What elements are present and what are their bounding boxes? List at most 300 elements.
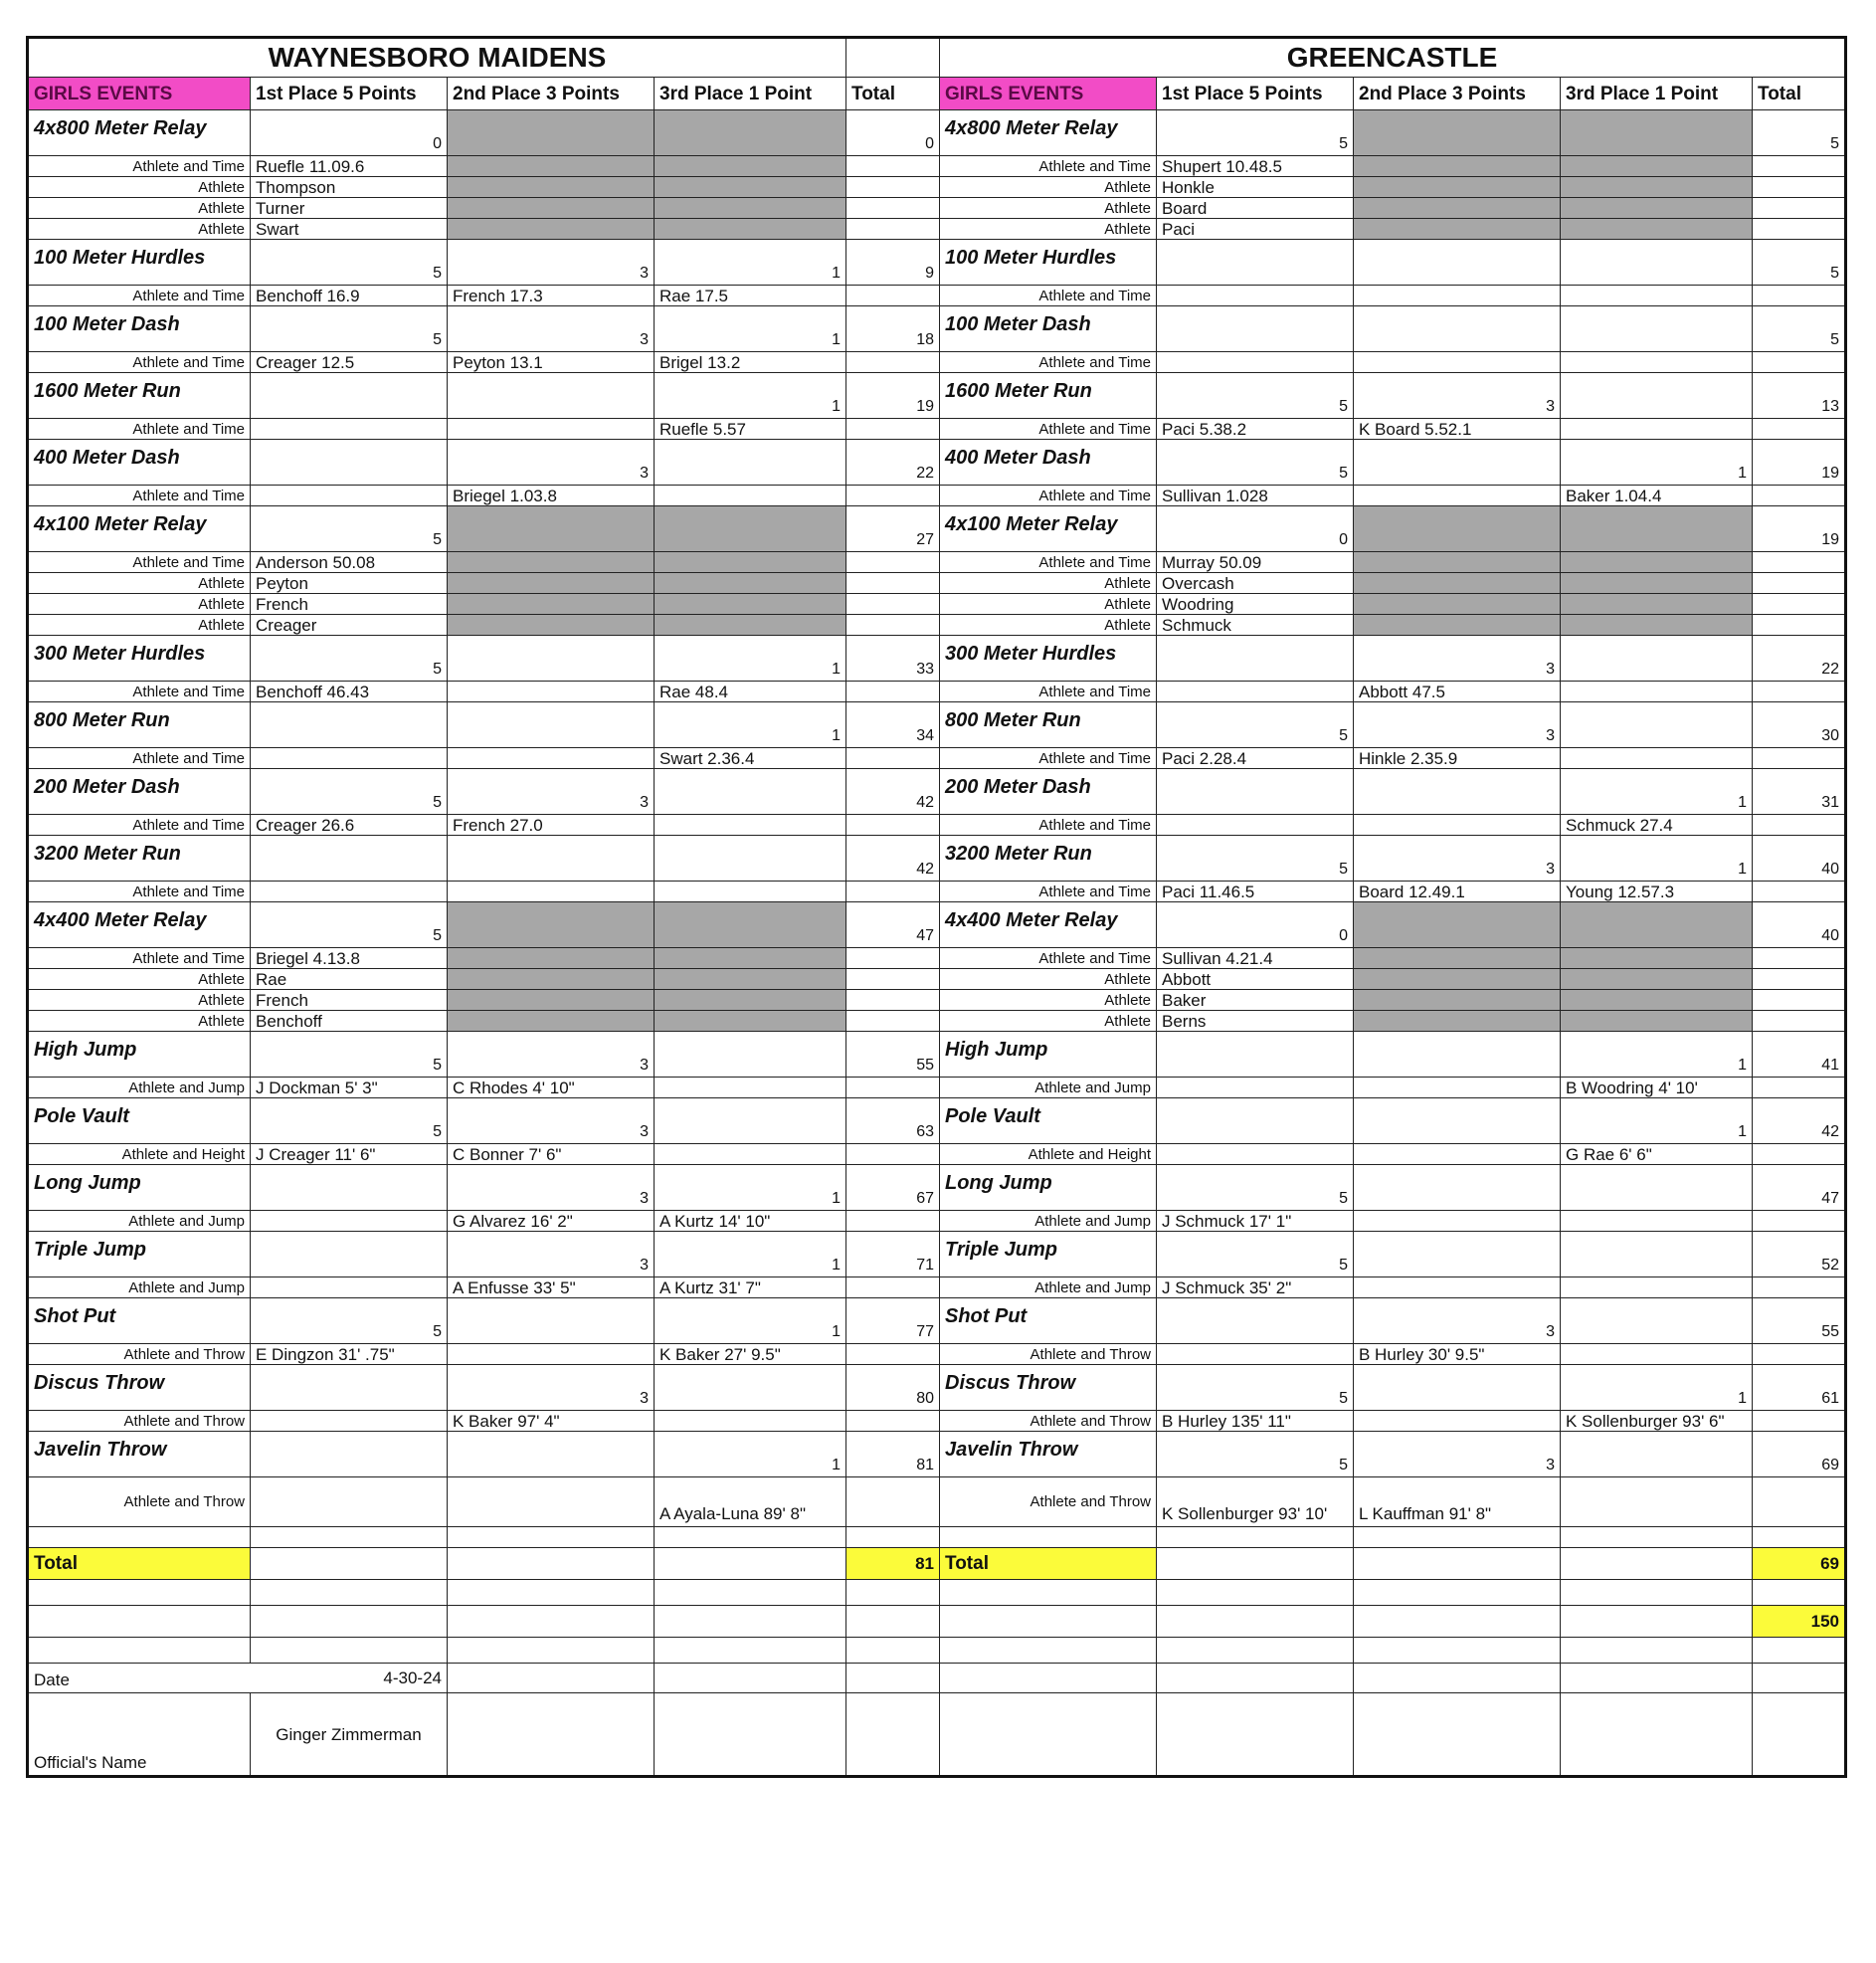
athlete-row — [28, 594, 1846, 615]
first-place-athlete-left: French — [251, 594, 448, 615]
first-place-athlete-right: Paci 2.28.4 — [1157, 748, 1354, 769]
athlete-label-right: Athlete and Throw — [940, 1477, 1157, 1527]
total-spacer-left — [846, 1211, 940, 1232]
empty-cell — [940, 1693, 1157, 1777]
third-place-points-left — [655, 1098, 846, 1144]
second-place-athlete-left: A Enfusse 33' 5" — [448, 1277, 655, 1298]
first-place-points-left — [251, 702, 448, 748]
second-place-athlete-left: French 27.0 — [448, 815, 655, 836]
first-place-points-left — [251, 1432, 448, 1477]
event-name-right: 4x100 Meter Relay — [940, 506, 1157, 552]
event-row — [28, 836, 1846, 882]
athlete-row — [28, 177, 1846, 198]
first-place-points-right: 5 — [1157, 1432, 1354, 1477]
athlete-label-left: Athlete — [28, 573, 251, 594]
total-spacer-left — [846, 552, 940, 573]
athlete-row — [28, 573, 1846, 594]
event-row — [28, 902, 1846, 948]
total-spacer-left — [846, 419, 940, 440]
second-place-athlete-right — [1354, 573, 1561, 594]
third-place-points-left: 1 — [655, 636, 846, 682]
total-spacer-right — [1753, 1144, 1846, 1165]
blank-row — [28, 1580, 1846, 1606]
third-place-athlete-right: G Rae 6' 6" — [1561, 1144, 1753, 1165]
athlete-label-right: Athlete and Throw — [940, 1411, 1157, 1432]
running-total-left: 55 — [846, 1032, 940, 1078]
third-place-athlete-left — [655, 573, 846, 594]
athlete-label-right: Athlete and Time — [940, 352, 1157, 373]
grand-total-right: 69 — [1753, 1548, 1846, 1580]
first-place-athlete-left: Anderson 50.08 — [251, 552, 448, 573]
second-place-athlete-right: Board 12.49.1 — [1354, 882, 1561, 902]
score-sheet-table — [26, 36, 1847, 1778]
empty-cell — [1753, 1693, 1846, 1777]
second-place-athlete-left — [448, 682, 655, 702]
athlete-label-left: Athlete and Jump — [28, 1211, 251, 1232]
empty-cell — [251, 1606, 448, 1638]
first-place-athlete-right: J Schmuck 17' 1" — [1157, 1211, 1354, 1232]
running-total-left: 77 — [846, 1298, 940, 1344]
grand-total-left: 81 — [846, 1548, 940, 1580]
third-place-athlete-left — [655, 990, 846, 1011]
athlete-label-right: Athlete and Time — [940, 552, 1157, 573]
girls-events-header-right: GIRLS EVENTS — [940, 78, 1157, 110]
first-place-athlete-right: Woodring — [1157, 594, 1354, 615]
blank-row — [28, 1638, 1846, 1664]
empty-cell — [448, 1527, 655, 1548]
second-place-points-left: 3 — [448, 240, 655, 286]
second-place-athlete-left — [448, 969, 655, 990]
first-place-athlete-left: Creager 26.6 — [251, 815, 448, 836]
athlete-label-right: Athlete and Jump — [940, 1211, 1157, 1232]
first-place-athlete-left — [251, 882, 448, 902]
second-place-athlete-left — [448, 1477, 655, 1527]
second-place-points-right: 3 — [1354, 836, 1561, 882]
third-place-athlete-left — [655, 815, 846, 836]
athlete-row — [28, 286, 1846, 306]
running-total-left: 18 — [846, 306, 940, 352]
empty-cell — [655, 1606, 846, 1638]
first-place-athlete-right: Overcash — [1157, 573, 1354, 594]
athlete-row — [28, 748, 1846, 769]
first-place-athlete-right — [1157, 352, 1354, 373]
combined-total: 150 — [1753, 1606, 1846, 1638]
second-place-athlete-left — [448, 419, 655, 440]
third-place-athlete-left — [655, 486, 846, 506]
athlete-row — [28, 1078, 1846, 1098]
second-place-athlete-right — [1354, 1011, 1561, 1032]
second-place-points-left: 3 — [448, 1365, 655, 1411]
athlete-label-left: Athlete and Time — [28, 882, 251, 902]
column-header-row — [28, 78, 1846, 110]
first-place-athlete-left — [251, 1411, 448, 1432]
third-place-athlete-left: A Ayala-Luna 89' 8" — [655, 1477, 846, 1527]
first-place-athlete-right — [1157, 286, 1354, 306]
second-place-points-left — [448, 373, 655, 419]
total-spacer-left — [846, 156, 940, 177]
first-place-athlete-right: Paci — [1157, 219, 1354, 240]
second-place-points-right — [1354, 506, 1561, 552]
third-place-athlete-right — [1561, 1011, 1753, 1032]
total-spacer-right — [1753, 882, 1846, 902]
second-place-points-right — [1354, 1165, 1561, 1211]
first-place-points-left — [251, 440, 448, 486]
first-place-athlete-left: Benchoff 46.43 — [251, 682, 448, 702]
third-place-athlete-left — [655, 969, 846, 990]
third-place-athlete-right: B Woodring 4' 10' — [1561, 1078, 1753, 1098]
official-name: Ginger Zimmerman — [251, 1693, 448, 1777]
empty-cell — [448, 1580, 655, 1606]
second-place-points-right: 3 — [1354, 373, 1561, 419]
athlete-label-right: Athlete — [940, 615, 1157, 636]
empty-cell — [28, 1527, 251, 1548]
event-name-left: Long Jump — [28, 1165, 251, 1211]
second-place-athlete-left — [448, 990, 655, 1011]
first-place-points-right — [1157, 1032, 1354, 1078]
first-place-points-right: 5 — [1157, 1165, 1354, 1211]
third-place-athlete-right — [1561, 1344, 1753, 1365]
third-place-points-right — [1561, 506, 1753, 552]
second-place-athlete-right — [1354, 1078, 1561, 1098]
event-row — [28, 636, 1846, 682]
athlete-label-left: Athlete — [28, 990, 251, 1011]
second-place-points-left: 3 — [448, 1232, 655, 1277]
event-name-left: Pole Vault — [28, 1098, 251, 1144]
grand-total-row — [28, 1548, 1846, 1580]
total-spacer-left — [846, 1011, 940, 1032]
first-place-athlete-right: Honkle — [1157, 177, 1354, 198]
event-row — [28, 110, 1846, 156]
event-name-left: 4x800 Meter Relay — [28, 110, 251, 156]
event-row — [28, 702, 1846, 748]
first-place-athlete-left: Rae — [251, 969, 448, 990]
second-place-athlete-left — [448, 748, 655, 769]
athlete-row — [28, 1411, 1846, 1432]
total-spacer-left — [846, 615, 940, 636]
total-spacer-left — [846, 1411, 940, 1432]
total-spacer-right — [1753, 1477, 1846, 1527]
first-place-athlete-left: Ruefle 11.09.6 — [251, 156, 448, 177]
second-place-points-left — [448, 1432, 655, 1477]
first-place-athlete-right: Paci 5.38.2 — [1157, 419, 1354, 440]
athlete-row — [28, 352, 1846, 373]
athlete-row — [28, 1144, 1846, 1165]
event-name-left: 800 Meter Run — [28, 702, 251, 748]
athlete-label-right: Athlete — [940, 594, 1157, 615]
second-place-points-left — [448, 902, 655, 948]
third-place-points-left — [655, 836, 846, 882]
third-place-points-right — [1561, 702, 1753, 748]
third-place-athlete-left — [655, 198, 846, 219]
second-place-points-left — [448, 1298, 655, 1344]
event-name-left: 200 Meter Dash — [28, 769, 251, 815]
third-place-points-left — [655, 506, 846, 552]
second-place-athlete-left — [448, 156, 655, 177]
empty-cell — [1157, 1580, 1354, 1606]
second-place-points-left: 3 — [448, 440, 655, 486]
event-name-left: 400 Meter Dash — [28, 440, 251, 486]
total-spacer-left — [846, 198, 940, 219]
total-spacer-left — [846, 882, 940, 902]
third-place-athlete-left — [655, 1144, 846, 1165]
second-place-points-left — [448, 110, 655, 156]
second-place-athlete-left — [448, 1344, 655, 1365]
total-spacer-right — [1753, 486, 1846, 506]
second-place-athlete-right: L Kauffman 91' 8" — [1354, 1477, 1561, 1527]
first-place-athlete-left: Creager — [251, 615, 448, 636]
empty-cell — [655, 1527, 846, 1548]
second-place-points-right — [1354, 1365, 1561, 1411]
empty-cell — [846, 1580, 940, 1606]
second-place-athlete-right: K Board 5.52.1 — [1354, 419, 1561, 440]
event-row — [28, 1432, 1846, 1477]
running-total-right: 5 — [1753, 306, 1846, 352]
spacer-row — [28, 1527, 1846, 1548]
empty-cell — [846, 1638, 940, 1664]
event-name-left: 1600 Meter Run — [28, 373, 251, 419]
empty-cell — [655, 1664, 846, 1693]
third-place-athlete-left: Swart 2.36.4 — [655, 748, 846, 769]
third-place-athlete-right: K Sollenburger 93' 6" — [1561, 1411, 1753, 1432]
first-place-points-right — [1157, 306, 1354, 352]
total-spacer-right — [1753, 573, 1846, 594]
empty-cell — [1561, 1606, 1753, 1638]
empty-cell — [1157, 1548, 1354, 1580]
total-spacer-left — [846, 1477, 940, 1527]
first-place-points-left: 5 — [251, 636, 448, 682]
athlete-row — [28, 815, 1846, 836]
third-place-header-right: 3rd Place 1 Point — [1561, 78, 1753, 110]
first-place-points-left — [251, 1165, 448, 1211]
first-place-points-left — [251, 373, 448, 419]
second-place-athlete-left: Briegel 1.03.8 — [448, 486, 655, 506]
total-spacer-right — [1753, 219, 1846, 240]
third-place-athlete-right — [1561, 156, 1753, 177]
total-spacer-left — [846, 990, 940, 1011]
third-place-points-right: 1 — [1561, 440, 1753, 486]
empty-cell — [1753, 1664, 1846, 1693]
second-place-athlete-right — [1354, 198, 1561, 219]
athlete-label-right: Athlete and Jump — [940, 1078, 1157, 1098]
running-total-left: 27 — [846, 506, 940, 552]
total-spacer-right — [1753, 177, 1846, 198]
team-title-right: GREENCASTLE — [940, 38, 1846, 78]
second-place-athlete-right — [1354, 177, 1561, 198]
athlete-label-left: Athlete — [28, 615, 251, 636]
total-spacer-right — [1753, 615, 1846, 636]
running-total-left: 81 — [846, 1432, 940, 1477]
running-total-right: 47 — [1753, 1165, 1846, 1211]
first-place-athlete-right — [1157, 1078, 1354, 1098]
first-place-athlete-right: J Schmuck 35' 2" — [1157, 1277, 1354, 1298]
event-name-right: High Jump — [940, 1032, 1157, 1078]
third-place-athlete-right — [1561, 573, 1753, 594]
first-place-points-left: 5 — [251, 306, 448, 352]
event-name-left: Javelin Throw — [28, 1432, 251, 1477]
third-place-athlete-left: Ruefle 5.57 — [655, 419, 846, 440]
third-place-points-right — [1561, 1165, 1753, 1211]
empty-cell — [448, 1664, 655, 1693]
third-place-athlete-right — [1561, 219, 1753, 240]
running-total-left: 80 — [846, 1365, 940, 1411]
running-total-left: 33 — [846, 636, 940, 682]
total-spacer-right — [1753, 1078, 1846, 1098]
first-place-points-left: 5 — [251, 506, 448, 552]
total-header-left: Total — [846, 78, 940, 110]
empty-cell — [1753, 1580, 1846, 1606]
total-spacer-left — [846, 594, 940, 615]
third-place-athlete-right: Schmuck 27.4 — [1561, 815, 1753, 836]
event-row — [28, 1232, 1846, 1277]
empty-cell — [655, 1693, 846, 1777]
empty-cell — [940, 1606, 1157, 1638]
running-total-right: 40 — [1753, 902, 1846, 948]
total-spacer-right — [1753, 948, 1846, 969]
third-place-points-left: 1 — [655, 1165, 846, 1211]
athlete-label-right: Athlete — [940, 969, 1157, 990]
grand-total-label-right: Total — [940, 1548, 1157, 1580]
event-name-left: Shot Put — [28, 1298, 251, 1344]
first-place-athlete-left: Benchoff — [251, 1011, 448, 1032]
team-title-left: WAYNESBORO MAIDENS — [28, 38, 846, 78]
running-total-left: 42 — [846, 769, 940, 815]
total-spacer-left — [846, 573, 940, 594]
athlete-label-right: Athlete and Throw — [940, 1344, 1157, 1365]
empty-cell — [846, 1664, 940, 1693]
athlete-row — [28, 990, 1846, 1011]
first-place-points-left: 5 — [251, 1032, 448, 1078]
third-place-athlete-left: Rae 17.5 — [655, 286, 846, 306]
first-place-athlete-left: E Dingzon 31' .75" — [251, 1344, 448, 1365]
event-name-left: 3200 Meter Run — [28, 836, 251, 882]
event-name-right: 1600 Meter Run — [940, 373, 1157, 419]
second-place-athlete-left — [448, 573, 655, 594]
athlete-row — [28, 1344, 1846, 1365]
empty-cell — [1354, 1527, 1561, 1548]
date-value: 4-30-24 — [251, 1664, 448, 1693]
second-place-athlete-right — [1354, 815, 1561, 836]
athlete-label-right: Athlete and Time — [940, 882, 1157, 902]
first-place-points-right — [1157, 240, 1354, 286]
second-place-points-left — [448, 702, 655, 748]
running-total-right: 5 — [1753, 110, 1846, 156]
second-place-points-left: 3 — [448, 1165, 655, 1211]
athlete-row — [28, 1211, 1846, 1232]
third-place-athlete-left — [655, 615, 846, 636]
athlete-row — [28, 156, 1846, 177]
second-place-points-right — [1354, 902, 1561, 948]
first-place-athlete-left — [251, 1477, 448, 1527]
athlete-label-right: Athlete — [940, 1011, 1157, 1032]
second-place-athlete-right — [1354, 1411, 1561, 1432]
empty-cell — [1157, 1638, 1354, 1664]
first-place-athlete-left — [251, 486, 448, 506]
third-place-points-right: 1 — [1561, 769, 1753, 815]
athlete-label-right: Athlete — [940, 573, 1157, 594]
athlete-label-left: Athlete and Time — [28, 552, 251, 573]
running-total-right: 22 — [1753, 636, 1846, 682]
first-place-athlete-right: Board — [1157, 198, 1354, 219]
third-place-points-left — [655, 769, 846, 815]
second-place-points-left: 3 — [448, 1098, 655, 1144]
first-place-points-left — [251, 1232, 448, 1277]
second-place-athlete-right — [1354, 156, 1561, 177]
total-spacer-left — [846, 682, 940, 702]
athlete-label-left: Athlete and Height — [28, 1144, 251, 1165]
total-spacer-left — [846, 352, 940, 373]
third-place-points-right — [1561, 1232, 1753, 1277]
first-place-points-right — [1157, 1298, 1354, 1344]
first-place-athlete-left: Swart — [251, 219, 448, 240]
second-place-athlete-right — [1354, 1277, 1561, 1298]
second-place-athlete-right: B Hurley 30' 9.5" — [1354, 1344, 1561, 1365]
second-place-athlete-right — [1354, 1211, 1561, 1232]
third-place-points-right — [1561, 306, 1753, 352]
second-place-athlete-left: C Bonner 7' 6" — [448, 1144, 655, 1165]
second-place-athlete-left — [448, 948, 655, 969]
empty-cell — [1753, 1527, 1846, 1548]
third-place-athlete-right — [1561, 419, 1753, 440]
first-place-athlete-right: Sullivan 4.21.4 — [1157, 948, 1354, 969]
second-place-header-right: 2nd Place 3 Points — [1354, 78, 1561, 110]
athlete-label-left: Athlete and Time — [28, 286, 251, 306]
running-total-left: 71 — [846, 1232, 940, 1277]
athlete-label-right: Athlete — [940, 219, 1157, 240]
total-spacer-right — [1753, 1411, 1846, 1432]
total-spacer-right — [1753, 748, 1846, 769]
first-place-points-right: 5 — [1157, 702, 1354, 748]
first-place-points-left: 5 — [251, 902, 448, 948]
third-place-athlete-right: Young 12.57.3 — [1561, 882, 1753, 902]
second-place-points-right — [1354, 1232, 1561, 1277]
total-header-right: Total — [1753, 78, 1846, 110]
third-place-athlete-left — [655, 1078, 846, 1098]
first-place-points-right: 5 — [1157, 1365, 1354, 1411]
first-place-points-left: 0 — [251, 110, 448, 156]
athlete-row — [28, 198, 1846, 219]
athlete-label-left: Athlete and Throw — [28, 1411, 251, 1432]
total-spacer-left — [846, 286, 940, 306]
third-place-points-left — [655, 110, 846, 156]
event-name-right: Shot Put — [940, 1298, 1157, 1344]
first-place-athlete-left: J Dockman 5' 3" — [251, 1078, 448, 1098]
third-place-points-right — [1561, 1298, 1753, 1344]
running-total-left: 9 — [846, 240, 940, 286]
total-spacer-right — [1753, 352, 1846, 373]
second-place-athlete-right: Abbott 47.5 — [1354, 682, 1561, 702]
running-total-right: 5 — [1753, 240, 1846, 286]
first-place-athlete-left — [251, 1211, 448, 1232]
athlete-label-right: Athlete and Time — [940, 286, 1157, 306]
empty-cell — [1561, 1580, 1753, 1606]
first-place-athlete-left: Creager 12.5 — [251, 352, 448, 373]
athlete-row — [28, 969, 1846, 990]
running-total-right: 40 — [1753, 836, 1846, 882]
event-name-left: 100 Meter Hurdles — [28, 240, 251, 286]
second-place-athlete-left: G Alvarez 16' 2" — [448, 1211, 655, 1232]
athlete-label-left: Athlete and Time — [28, 815, 251, 836]
first-place-points-left: 5 — [251, 1098, 448, 1144]
empty-cell — [846, 1527, 940, 1548]
third-place-athlete-left — [655, 219, 846, 240]
athlete-row — [28, 419, 1846, 440]
event-name-left: High Jump — [28, 1032, 251, 1078]
total-spacer-left — [846, 969, 940, 990]
third-place-athlete-left: Rae 48.4 — [655, 682, 846, 702]
second-place-athlete-left — [448, 615, 655, 636]
third-place-points-left: 1 — [655, 1232, 846, 1277]
second-place-athlete-right — [1354, 286, 1561, 306]
